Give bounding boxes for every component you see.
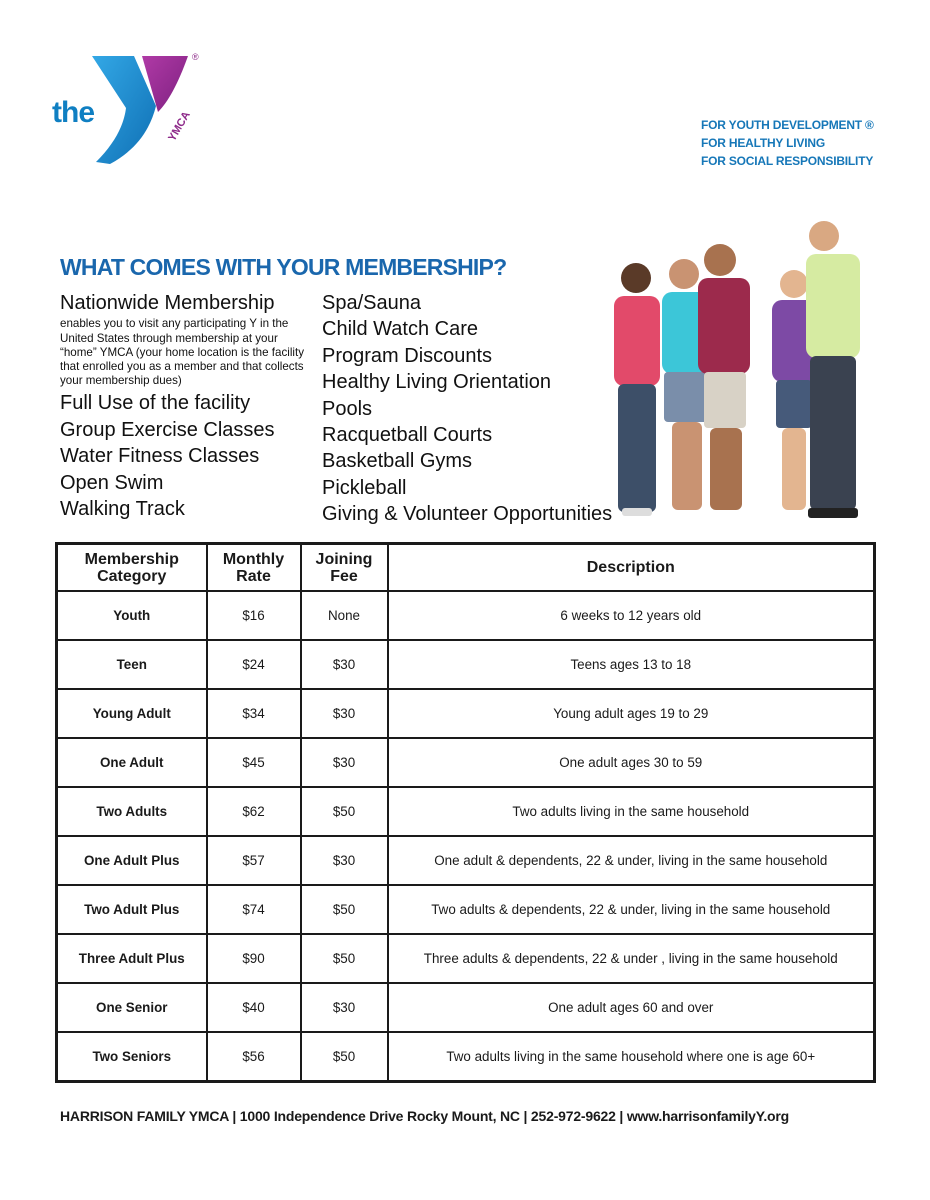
tagline-block bbox=[701, 116, 921, 170]
table-row bbox=[57, 885, 875, 934]
cell-joining-fee: $50 bbox=[301, 787, 388, 836]
table-row bbox=[57, 787, 875, 836]
cell-monthly-rate: $34 bbox=[207, 689, 301, 738]
benefit-item: Full Use of the facility bbox=[60, 392, 251, 415]
cell-category: Youth bbox=[57, 591, 207, 640]
group-of-people-photo bbox=[596, 216, 896, 532]
cell-description: Teens ages 13 to 18 bbox=[388, 640, 875, 689]
cell-description: 6 weeks to 12 years old bbox=[388, 591, 875, 640]
benefit-item: Pools bbox=[322, 397, 373, 420]
cell-joining-fee: $50 bbox=[301, 1032, 388, 1082]
header-monthly-rate: Monthly Rate bbox=[207, 544, 301, 592]
cell-joining-fee: $30 bbox=[301, 983, 388, 1032]
benefit-item: Racquetball Courts bbox=[322, 424, 493, 447]
cell-monthly-rate: $16 bbox=[207, 591, 301, 640]
benefit-item: Water Fitness Classes bbox=[60, 445, 260, 468]
cell-joining-fee: None bbox=[301, 591, 388, 640]
table-header-row bbox=[57, 544, 875, 592]
table-row bbox=[57, 591, 875, 640]
benefit-item: Healthy Living Orientation bbox=[322, 371, 552, 394]
contact-footer: HARRISON FAMILY YMCA | 1000 Independence Drive Rocky Mount, NC | 252-972-9622 | www.harrisonfamilyY.org bbox=[60, 1108, 789, 1124]
cell-monthly-rate: $74 bbox=[207, 885, 301, 934]
table-row bbox=[57, 934, 875, 983]
tagline-line: FOR YOUTH DEVELOPMENT ® bbox=[701, 118, 874, 132]
cell-monthly-rate: $45 bbox=[207, 738, 301, 787]
header-description: Description bbox=[388, 544, 875, 592]
benefit-item: Nationwide Membership bbox=[60, 292, 275, 314]
benefit-item: Walking Track bbox=[60, 498, 185, 521]
cell-category: Two Adults bbox=[57, 787, 207, 836]
table-row bbox=[57, 738, 875, 787]
cell-description: Two adults & dependents, 22 & under, living in the same household bbox=[388, 885, 875, 934]
benefit-item: Child Watch Care bbox=[322, 318, 478, 341]
cell-monthly-rate: $57 bbox=[207, 836, 301, 885]
cell-description: Young adult ages 19 to 29 bbox=[388, 689, 875, 738]
cell-description: Two adults living in the same household bbox=[388, 787, 875, 836]
table-row bbox=[57, 983, 875, 1032]
cell-description: Three adults & dependents, 22 & under , living in the same household bbox=[388, 934, 875, 983]
benefit-item: Giving & Volunteer Opportunities bbox=[322, 503, 613, 526]
cell-description: Two adults living in the same household where one is age 60+ bbox=[388, 1032, 875, 1082]
cell-joining-fee: $30 bbox=[301, 836, 388, 885]
benefit-item: Program Discounts bbox=[322, 344, 493, 367]
table-row bbox=[57, 689, 875, 738]
benefit-note: enables you to visit any participating Y in the United States through membership at your “home” YMCA (your home location is the facility that enrolled you as a member and that collects your membership dues) bbox=[60, 317, 304, 388]
cell-category: One Adult Plus bbox=[57, 836, 207, 885]
header-membership-category: Membership Category bbox=[57, 544, 207, 592]
cell-category: One Senior bbox=[57, 983, 207, 1032]
benefit-item: Basketball Gyms bbox=[322, 450, 473, 473]
cell-joining-fee: $30 bbox=[301, 689, 388, 738]
cell-joining-fee: $50 bbox=[301, 885, 388, 934]
benefit-item: Group Exercise Classes bbox=[60, 418, 275, 441]
table-row bbox=[57, 836, 875, 885]
cell-joining-fee: $30 bbox=[301, 738, 388, 787]
cell-category: Two Adult Plus bbox=[57, 885, 207, 934]
cell-monthly-rate: $56 bbox=[207, 1032, 301, 1082]
cell-monthly-rate: $40 bbox=[207, 983, 301, 1032]
cell-description: One adult & dependents, 22 & under, living in the same household bbox=[388, 836, 875, 885]
benefit-item: Open Swim bbox=[60, 471, 164, 494]
cell-joining-fee: $30 bbox=[301, 640, 388, 689]
benefit-item: Pickleball bbox=[322, 476, 407, 499]
cell-category: Teen bbox=[57, 640, 207, 689]
tagline-line: FOR SOCIAL RESPONSIBILITY bbox=[701, 154, 874, 168]
cell-description: One adult ages 60 and over bbox=[388, 983, 875, 1032]
table-row bbox=[57, 640, 875, 689]
cell-description: One adult ages 30 to 59 bbox=[388, 738, 875, 787]
y-logo-icon bbox=[90, 50, 200, 168]
cell-joining-fee: $50 bbox=[301, 934, 388, 983]
cell-category: Three Adult Plus bbox=[57, 934, 207, 983]
ymca-logo bbox=[52, 50, 212, 170]
logo-the-text: the bbox=[52, 96, 94, 129]
benefits-right-column bbox=[322, 290, 622, 528]
membership-rates-table bbox=[55, 542, 876, 1083]
benefits-left-column bbox=[60, 290, 310, 522]
cell-category: One Adult bbox=[57, 738, 207, 787]
cell-monthly-rate: $90 bbox=[207, 934, 301, 983]
tagline-line: FOR HEALTHY LIVING bbox=[701, 136, 825, 150]
cell-category: Young Adult bbox=[57, 689, 207, 738]
membership-headline: WHAT COMES WITH YOUR MEMBERSHIP? bbox=[60, 254, 507, 280]
benefit-item: Spa/Sauna bbox=[322, 292, 421, 314]
cell-monthly-rate: $24 bbox=[207, 640, 301, 689]
cell-monthly-rate: $62 bbox=[207, 787, 301, 836]
header-joining-fee: Joining Fee bbox=[301, 544, 388, 592]
cell-category: Two Seniors bbox=[57, 1032, 207, 1082]
table-row bbox=[57, 1032, 875, 1082]
logo-registered-mark: ® bbox=[192, 52, 199, 62]
logo-ymca-text: YMCA bbox=[166, 109, 193, 144]
